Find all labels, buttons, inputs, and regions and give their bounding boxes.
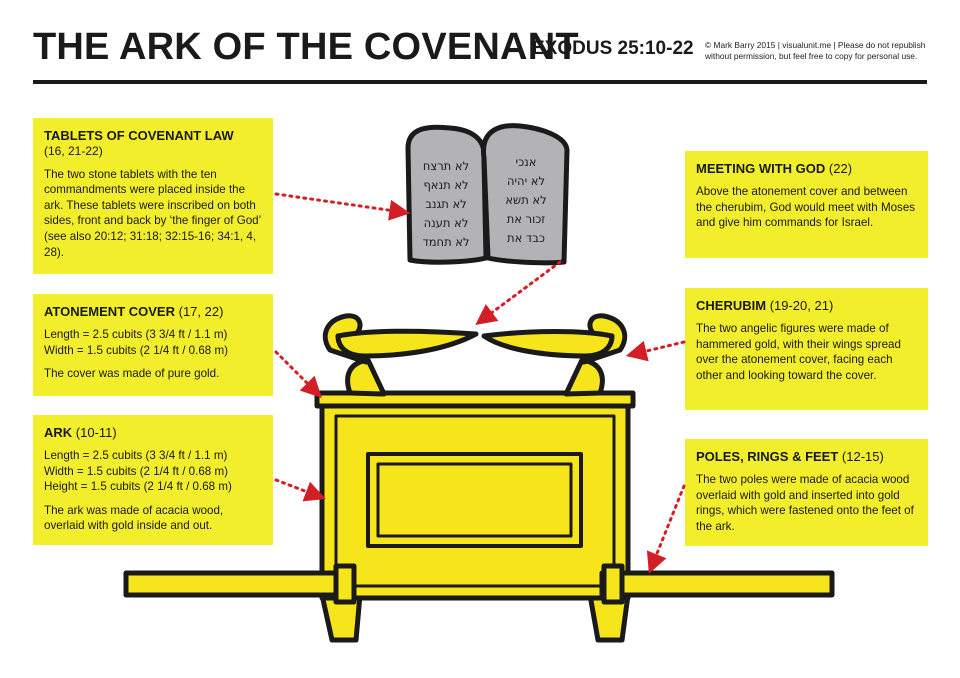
ark-height: Height = 1.5 cubits (2 1/4 ft / 0.68 m) — [44, 480, 232, 494]
arrow-ark — [276, 480, 318, 496]
atonement-length: Length = 2.5 cubits (3 3/4 ft / 1.1 m) — [44, 328, 228, 341]
tablet-left-line-1: לא תרצח — [422, 159, 470, 173]
ring-right — [604, 566, 622, 602]
tablet-left-line-5: לא תחמד — [422, 235, 470, 249]
ring-left — [336, 566, 354, 602]
arrow-tablets — [276, 194, 402, 212]
ark-panel-inner — [378, 464, 571, 536]
pole-right — [602, 573, 832, 595]
ark-length: Length = 2.5 cubits (3 3/4 ft / 1.1 m) — [44, 449, 228, 462]
cherub-right-wing — [484, 332, 612, 357]
pole-left — [126, 573, 348, 595]
cherubim-heading: CHERUBIM — [696, 298, 767, 313]
cherub-left-body — [348, 360, 384, 394]
cherubim-text: The two angelic figures were made of hammered gold, with their wings spread over the atonement cover, facing each other and looking toward the cover. — [696, 322, 901, 382]
poles-text: The two poles were made of acacia wood overlaid with gold and inserted into gold rings, which were fastened onto the feet of the ark. — [696, 473, 914, 533]
meeting-text: Above the atonement cover and between the cherubim, God would meet with Moses and give him commands for Israel. — [696, 185, 916, 230]
tablet-right-line-5: כבד את — [507, 231, 545, 245]
arrow-poles — [652, 486, 684, 566]
arrow-atonement — [276, 352, 316, 392]
tablet-left-line-3: לא תגנב — [425, 197, 467, 211]
page-title: THE ARK OF THE COVENANT — [33, 26, 579, 68]
tablets-ref: (16, 21-22) — [44, 144, 103, 158]
atonement-text: The cover was made of pure gold. — [44, 367, 220, 381]
ark-ref: (10-11) — [75, 425, 117, 440]
tablet-left-line-4: לא תענה — [423, 216, 469, 230]
tablet-right-line-3: לא תשא — [505, 193, 547, 207]
ark-width: Width = 1.5 cubits (2 1/4 ft / 0.68 m) — [44, 464, 228, 478]
arrow-meeting — [482, 262, 560, 320]
meeting-ref: (22) — [828, 161, 853, 176]
cherub-right-body — [566, 360, 602, 394]
copyright-credit: © Mark Barry 2015 | visualunit.me | Please do not republish without permission, but feel free to copy for personal use. — [705, 40, 926, 61]
atonement-ref: (17, 22) — [178, 304, 224, 319]
tablet-right-line-2: לא יהיה — [506, 174, 546, 188]
tablet-right-line-1: אנכי — [515, 155, 537, 169]
arrow-cherubim — [634, 342, 684, 354]
poles-ref: (12-15) — [841, 449, 884, 464]
ark-heading: ARK — [44, 425, 73, 440]
atonement-width: Width = 1.5 cubits (2 1/4 ft / 0.68 m) — [44, 343, 228, 357]
tablets-heading: TABLETS OF COVENANT LAW — [44, 128, 234, 143]
tablet-right-line-4: זכור את — [506, 212, 546, 226]
cherub-left-wing — [338, 331, 476, 356]
cherubim-ref: (19-20, 21) — [769, 298, 834, 313]
scripture-reference: EXODUS 25:10-22 — [532, 38, 694, 59]
atonement-heading: ATONEMENT COVER — [44, 304, 175, 319]
stone-tablets — [408, 126, 567, 263]
ark-text: The ark was made of acacia wood, overlaid with gold inside and out. — [44, 503, 224, 533]
tablets-text: The two stone tablets with the ten commandments were placed inside the ark. These tablets were inscribed on both sides, front and back by ‘the finger of God’ (see also 20:12; 31:18; 32:15-16; 34:1, 4, 28). — [44, 167, 261, 259]
meeting-heading: MEETING WITH GOD — [696, 161, 826, 176]
poles-heading: POLES, RINGS & FEET — [696, 449, 839, 464]
tablet-left-line-2: לא תנאף — [423, 178, 469, 192]
